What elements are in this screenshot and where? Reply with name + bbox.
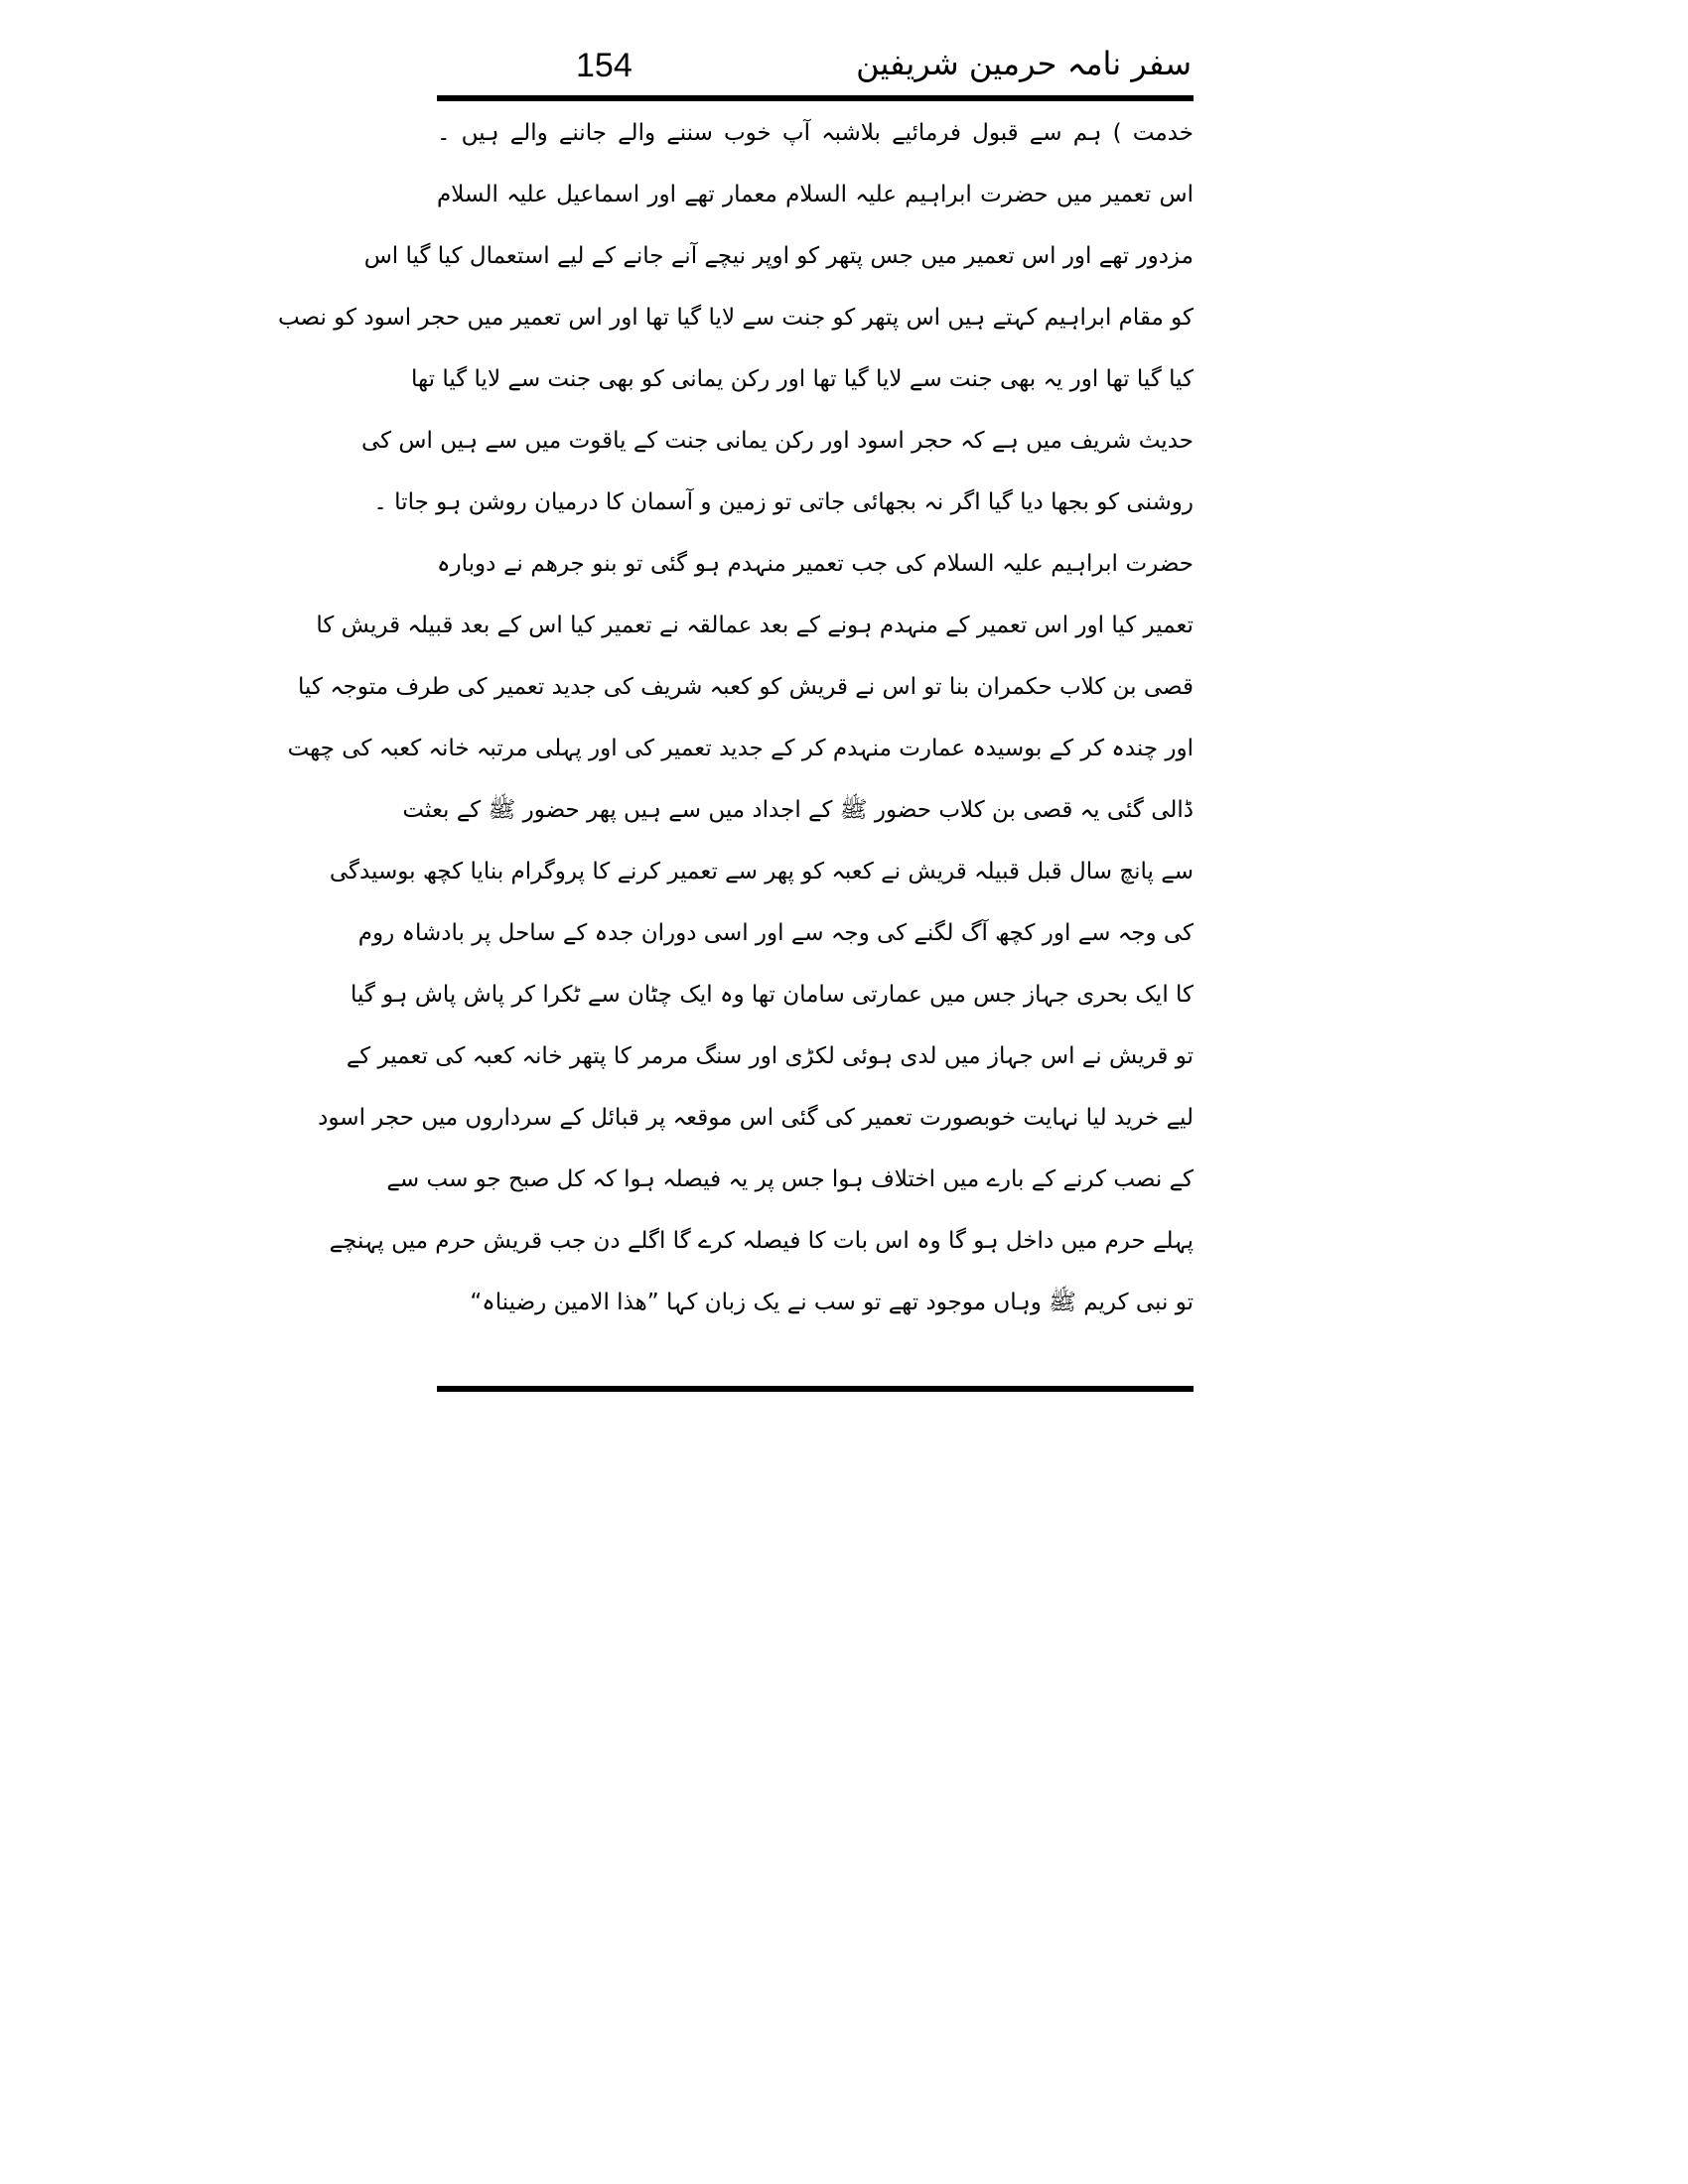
- text-line: تعمیر کیا اور اس تعمیر کے منہدم ہونے کے بعد عمالقہ نے تعمیر کیا اس کے بعد قبیلہ قریش کا: [316, 613, 1194, 638]
- text-line: حضرت ابراہیم علیہ السلام کی جب تعمیر منہدم ہو گئی تو بنو جرھم نے دوبارہ: [437, 551, 1194, 577]
- text-line: قصی بن کلاب حکمران بنا تو اس نے قریش کو کعبہ شریف کی جدید تعمیر کی طرف متوجہ کیا: [298, 674, 1194, 700]
- text-line: کی وجہ سے اور کچھ آگ لگنے کی وجہ سے اور اسی دوران جدہ کے ساحل پر بادشاہ روم: [357, 920, 1194, 946]
- book-title: سفر نامہ حرمین شریفین: [856, 45, 1192, 82]
- page-header: [437, 40, 1194, 99]
- text-line: اس تعمیر میں حضرت ابراہیم علیہ السلام معمار تھے اور اسماعیل علیہ السلام: [437, 182, 1194, 207]
- text-line: اور چندہ کر کے بوسیدہ عمارت منہدم کر کے جدید تعمیر کی اور پہلی مرتبہ خانہ کعبہ کی چھت: [287, 736, 1194, 761]
- text-line: پہلے حرم میں داخل ہو گا وہ اس بات کا فیصلہ کرے گا اگلے دن جب قریش حرم میں پہنچے: [329, 1228, 1194, 1254]
- text-line: حدیث شریف میں ہے کہ حجر اسود اور رکن یمانی جنت کے یاقوت میں سے ہیں اس کی: [360, 428, 1194, 454]
- text-line: لیے خرید لیا نہایت خوبصورت تعمیر کی گئی اس موقعہ پر قبائل کے سرداروں میں حجر اسود: [318, 1105, 1194, 1131]
- text-line: کو مقام ابراہیم کہتے ہیں اس پتھر کو جنت سے لایا گیا تھا اور اس تعمیر میں حجر اسود کو نصب: [277, 305, 1194, 331]
- text-line: سے پانچ سال قبل قبیلہ قریش نے کعبہ کو پھر سے تعمیر کرنے کا پروگرام بنایا کچھ بوسیدگی: [329, 859, 1194, 885]
- text-line: کا ایک بحری جہاز جس میں عمارتی سامان تھا وہ ایک چٹان سے ٹکرا کر پاش پاش ہو گیا: [350, 982, 1194, 1008]
- text-line: تو نبی کریم ﷺ وہاں موجود تھے تو سب نے یک زبان کہا ”ھذا الامین رضیناہ“: [470, 1290, 1194, 1315]
- footer-rule: [437, 1386, 1194, 1392]
- text-line: تو قریش نے اس جہاز میں لدی ہوئی لکڑی اور سنگ مرمر کا پتھر خانہ کعبہ کی تعمیر کے: [346, 1043, 1194, 1069]
- text-line: کے نصب کرنے کے بارے میں اختلاف ہوا جس پر یہ فیصلہ ہوا کہ کل صبح جو سب سے: [386, 1166, 1194, 1192]
- body-text: [277, 107, 1194, 1378]
- text-line: خدمت ) ہم سے قبول فرمائیے بلاشبہ آپ خوب سننے والے جاننے والے ہیں ۔: [437, 120, 1194, 146]
- text-line: روشنی کو بجھا دیا گیا اگر نہ بجھائی جاتی تو زمین و آسمان کا درمیان روشن ہو جاتا ۔: [373, 489, 1194, 515]
- text-line: کیا گیا تھا اور یہ بھی جنت سے لایا گیا تھا اور رکن یمانی کو بھی جنت سے لایا گیا تھا: [411, 366, 1194, 392]
- header-rule: [437, 95, 1194, 101]
- text-line: ڈالی گئی یہ قصی بن کلاب حضور ﷺ کے اجداد میں سے ہیں پھر حضور ﷺ کے بعثت: [402, 797, 1194, 823]
- text-line: مزدور تھے اور اس تعمیر میں جس پتھر کو اوپر نیچے آنے جانے کے لیے استعمال کیا گیا اس: [363, 243, 1194, 269]
- page-number: 154: [576, 47, 633, 84]
